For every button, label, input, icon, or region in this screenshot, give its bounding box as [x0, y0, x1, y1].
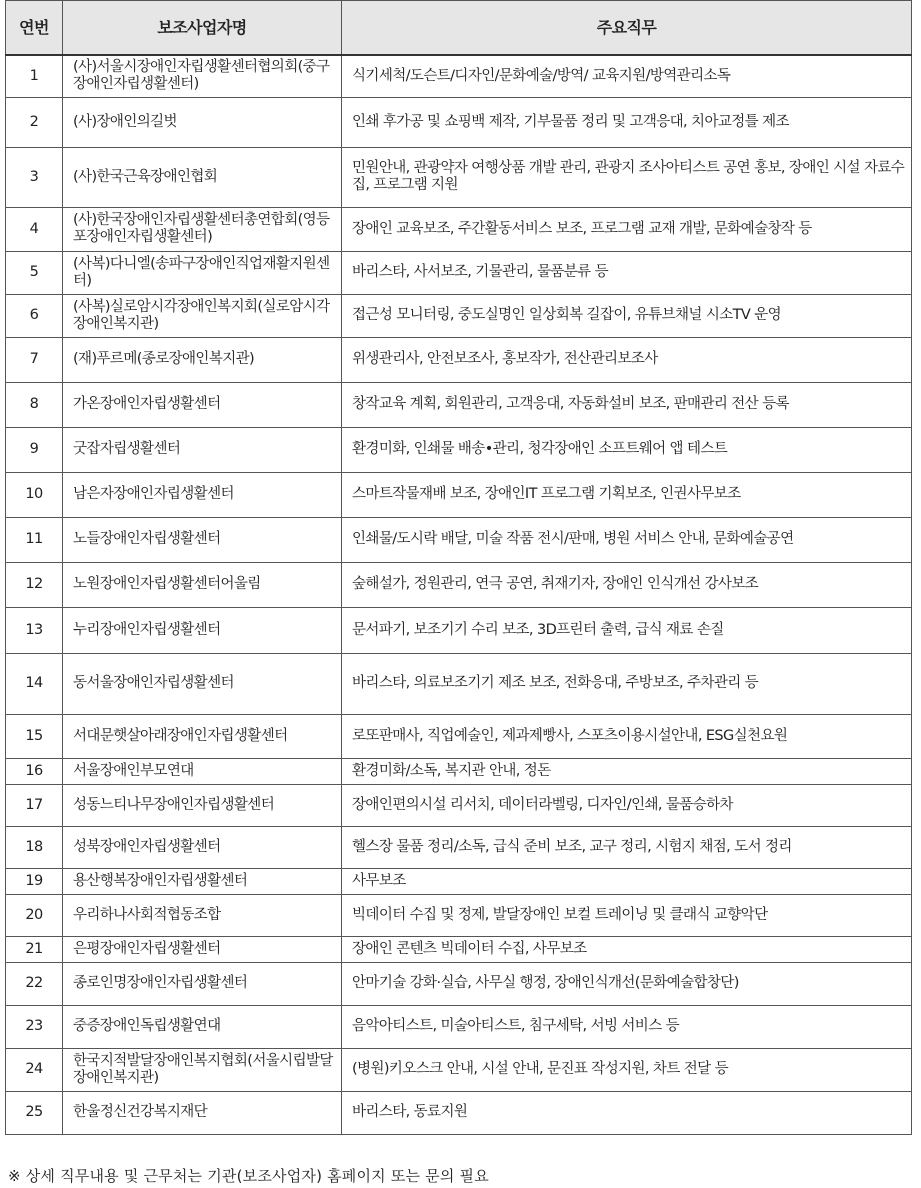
table-row: [6, 97, 912, 147]
table-row: [6, 1005, 912, 1048]
row-duty: 숲해설가, 정원관리, 연극 공연, 취재기자, 장애인 인식개선 강사보조: [342, 562, 912, 607]
row-number: 19: [6, 868, 63, 894]
row-number: 5: [6, 251, 63, 294]
table-row: [6, 607, 912, 653]
row-organization: (사)장애인의길벗: [63, 97, 342, 147]
row-number: 6: [6, 294, 63, 337]
table-row: [6, 936, 912, 962]
table-row: [6, 784, 912, 826]
row-organization: 한국지적발달장애인복지협회(서울시립발달장애인복지관): [63, 1048, 342, 1091]
row-number: 4: [6, 207, 63, 251]
table-row: [6, 207, 912, 251]
row-duty: 식기세척/도슨트/디자인/문화예술/방역/ 교육지원/방역관리소독: [342, 55, 912, 97]
header-org: 보조사업자명: [63, 1, 342, 56]
job-table-wrapper: [5, 0, 911, 1135]
table-row: [6, 1048, 912, 1091]
row-organization: 성북장애인자립생활센터: [63, 826, 342, 868]
row-number: 14: [6, 653, 63, 714]
row-organization: (사)서울시장애인자립생활센터협의회(중구장애인자립생활센터): [63, 55, 342, 97]
row-number: 20: [6, 894, 63, 936]
table-row: [6, 868, 912, 894]
row-number: 11: [6, 517, 63, 562]
row-organization: 서울장애인부모연대: [63, 758, 342, 784]
row-duty: 위생관리사, 안전보조사, 홍보작가, 전산관리보조사: [342, 337, 912, 382]
row-number: 13: [6, 607, 63, 653]
table-row: [6, 294, 912, 337]
row-duty: (병원)키오스크 안내, 시설 안내, 문진표 작성지원, 차트 전달 등: [342, 1048, 912, 1091]
row-organization: 누리장애인자립생활센터: [63, 607, 342, 653]
row-organization: 서대문햇살아래장애인자립생활센터: [63, 714, 342, 758]
row-organization: (사복)실로암시각장애인복지회(실로암시각장애인복지관): [63, 294, 342, 337]
row-organization: (재)푸르메(종로장애인복지관): [63, 337, 342, 382]
row-organization: 한울정신건강복지재단: [63, 1091, 342, 1134]
row-number: 15: [6, 714, 63, 758]
table-row: [6, 562, 912, 607]
row-organization: 동서울장애인자립생활센터: [63, 653, 342, 714]
table-row: [6, 962, 912, 1005]
table-row: [6, 427, 912, 472]
table-row: [6, 1091, 912, 1134]
table-row: [6, 251, 912, 294]
footnote: ※ 상세 직무내용 및 근무처는 기관(보조사업자) 홈페이지 또는 문의 필요: [8, 1167, 489, 1185]
table-row: [6, 894, 912, 936]
row-organization: 가온장애인자립생활센터: [63, 382, 342, 427]
row-duty: 음악아티스트, 미술아티스트, 침구세탁, 서빙 서비스 등: [342, 1005, 912, 1048]
row-number: 18: [6, 826, 63, 868]
job-table: [5, 0, 912, 1135]
table-row: [6, 714, 912, 758]
row-duty: 인쇄물/도시락 배달, 미술 작품 전시/판매, 병원 서비스 안내, 문화예술공연: [342, 517, 912, 562]
row-duty: 접근성 모니터링, 중도실명인 일상회복 길잡이, 유튜브채널 시소TV 운영: [342, 294, 912, 337]
row-duty: 바리스타, 사서보조, 기물관리, 물품분류 등: [342, 251, 912, 294]
row-organization: 우리하나사회적협동조합: [63, 894, 342, 936]
table-row: [6, 337, 912, 382]
row-organization: 노들장애인자립생활센터: [63, 517, 342, 562]
row-number: 12: [6, 562, 63, 607]
row-organization: 중증장애인독립생활연대: [63, 1005, 342, 1048]
row-number: 21: [6, 936, 63, 962]
table-row: [6, 758, 912, 784]
row-organization: 은평장애인자립생활센터: [63, 936, 342, 962]
header-duty: 주요직무: [342, 1, 912, 56]
row-organization: 노원장애인자립생활센터어울림: [63, 562, 342, 607]
table-header-row: [6, 1, 912, 56]
row-number: 23: [6, 1005, 63, 1048]
header-no: 연번: [6, 1, 63, 56]
row-duty: 장애인편의시설 리서치, 데이터라벨링, 디자인/인쇄, 물품승하차: [342, 784, 912, 826]
row-organization: 종로인명장애인자립생활센터: [63, 962, 342, 1005]
row-number: 25: [6, 1091, 63, 1134]
table-row: [6, 517, 912, 562]
row-number: 10: [6, 472, 63, 517]
row-organization: (사)한국장애인자립생활센터총연합회(영등포장애인자립생활센터): [63, 207, 342, 251]
row-duty: 창작교육 계획, 회원관리, 고객응대, 자동화설비 보조, 판매관리 전산 등록: [342, 382, 912, 427]
row-duty: 스마트작물재배 보조, 장애인IT 프로그램 기획보조, 인권사무보조: [342, 472, 912, 517]
row-number: 3: [6, 147, 63, 207]
row-number: 16: [6, 758, 63, 784]
table-row: [6, 55, 912, 97]
row-duty: 로또판매사, 직업예술인, 제과제빵사, 스포츠이용시설안내, ESG실천요원: [342, 714, 912, 758]
row-duty: 환경미화/소독, 복지관 안내, 정돈: [342, 758, 912, 784]
row-number: 9: [6, 427, 63, 472]
table-body: [6, 55, 912, 1134]
table-row: [6, 382, 912, 427]
row-duty: 바리스타, 동료지원: [342, 1091, 912, 1134]
row-number: 7: [6, 337, 63, 382]
row-organization: 용산행복장애인자립생활센터: [63, 868, 342, 894]
row-duty: 인쇄 후가공 및 쇼핑백 제작, 기부물품 정리 및 고객응대, 치아교정틀 제조: [342, 97, 912, 147]
row-duty: 장애인 콘텐츠 빅데이터 수집, 사무보조: [342, 936, 912, 962]
row-organization: (사복)다니엘(송파구장애인직업재활지원센터): [63, 251, 342, 294]
row-duty: 장애인 교육보조, 주간활동서비스 보조, 프로그램 교재 개발, 문화예술창작 등: [342, 207, 912, 251]
row-number: 1: [6, 55, 63, 97]
table-row: [6, 147, 912, 207]
row-duty: 안마기술 강화·실습, 사무실 행정, 장애인식개선(문화예술합창단): [342, 962, 912, 1005]
row-organization: 성동느티나무장애인자립생활센터: [63, 784, 342, 826]
row-duty: 바리스타, 의료보조기기 제조 보조, 전화응대, 주방보조, 주차관리 등: [342, 653, 912, 714]
row-duty: 빅데이터 수집 및 정제, 발달장애인 보컬 트레이닝 및 클래식 교향악단: [342, 894, 912, 936]
row-organization: (사)한국근육장애인협회: [63, 147, 342, 207]
row-organization: 굿잡자립생활센터: [63, 427, 342, 472]
row-duty: 사무보조: [342, 868, 912, 894]
row-duty: 민원안내, 관광약자 여행상품 개발 관리, 관광지 조사아티스트 공연 홍보, 장애인 시설 자료수집, 프로그램 지원: [342, 147, 912, 207]
table-row: [6, 653, 912, 714]
row-duty: 헬스장 물품 정리/소독, 급식 준비 보조, 교구 정리, 시험지 채점, 도서 정리: [342, 826, 912, 868]
row-number: 8: [6, 382, 63, 427]
table-row: [6, 826, 912, 868]
row-number: 24: [6, 1048, 63, 1091]
row-number: 22: [6, 962, 63, 1005]
row-organization: 남은자장애인자립생활센터: [63, 472, 342, 517]
row-duty: 문서파기, 보조기기 수리 보조, 3D프린터 출력, 급식 재료 손질: [342, 607, 912, 653]
row-duty: 환경미화, 인쇄물 배송•관리, 청각장애인 소프트웨어 앱 테스트: [342, 427, 912, 472]
row-number: 17: [6, 784, 63, 826]
row-number: 2: [6, 97, 63, 147]
table-row: [6, 472, 912, 517]
